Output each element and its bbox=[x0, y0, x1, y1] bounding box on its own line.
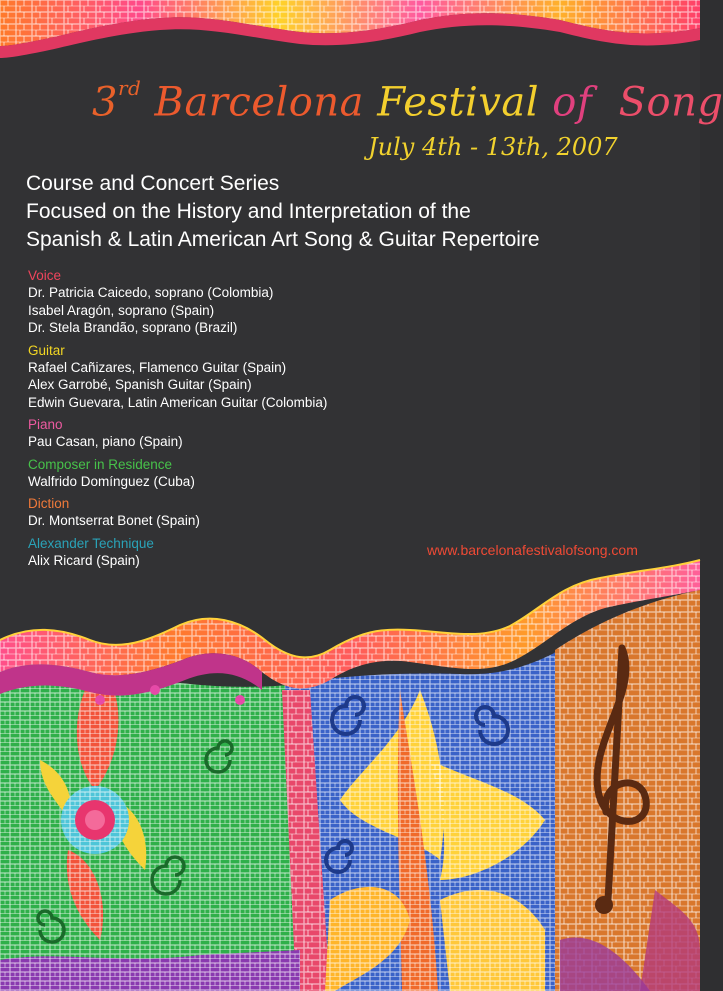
website-link[interactable]: www.barcelonafestivalofsong.com bbox=[427, 542, 638, 558]
title-festival: Festival bbox=[377, 79, 540, 126]
faculty-member: Dr. Stela Brandão, soprano (Brazil) bbox=[28, 320, 238, 335]
faculty-member: Isabel Aragón, soprano (Spain) bbox=[28, 302, 215, 318]
title-ordinal: rd bbox=[117, 76, 142, 100]
intro-line: Focused on the History and Interpretation of the bbox=[26, 200, 471, 223]
intro-line: Course and Concert Series bbox=[26, 172, 280, 195]
title-song: Song bbox=[618, 79, 723, 126]
faculty-member: Edwin Guevara, Latin American Guitar (Colombia) bbox=[28, 394, 328, 410]
faculty-member: Alix Ricard (Spain) bbox=[28, 552, 140, 568]
faculty-member: Dr. Patricia Caicedo, soprano (Colombia) bbox=[28, 285, 274, 300]
faculty-lineup bbox=[28, 267, 327, 574]
title-of: of bbox=[552, 79, 593, 126]
faculty-member: Pau Casan, piano (Spain) bbox=[28, 434, 183, 449]
category-title: Composer in Residence bbox=[28, 456, 173, 472]
category-voice bbox=[28, 267, 327, 337]
category-title: Diction bbox=[28, 496, 70, 511]
faculty-member: Rafael Cañizares, Flamenco Guitar (Spain) bbox=[28, 359, 287, 375]
category-title: Voice bbox=[28, 268, 62, 283]
intro-block bbox=[26, 170, 540, 254]
title-edition-number: 3 bbox=[92, 79, 118, 126]
festival-title bbox=[92, 66, 723, 130]
category-composer-in-residence bbox=[28, 456, 327, 491]
category-title: Piano bbox=[28, 417, 63, 432]
category-title: Guitar bbox=[28, 342, 65, 358]
category-alexander-technique bbox=[28, 535, 327, 570]
festival-dates: July 4th - 13th, 2007 bbox=[368, 133, 618, 161]
category-diction bbox=[28, 495, 327, 530]
intro-line: Spanish & Latin American Art Song & Guitar Repertoire bbox=[26, 228, 540, 251]
faculty-member: Dr. Montserrat Bonet (Spain) bbox=[28, 513, 200, 528]
category-piano bbox=[28, 416, 327, 451]
category-guitar bbox=[28, 342, 327, 412]
faculty-member: Walfrido Domínguez (Cuba) bbox=[28, 473, 195, 489]
faculty-member: Alex Garrobé, Spanish Guitar (Spain) bbox=[28, 377, 252, 392]
title-barcelona: Barcelona bbox=[154, 79, 364, 126]
category-title: Alexander Technique bbox=[28, 535, 154, 551]
